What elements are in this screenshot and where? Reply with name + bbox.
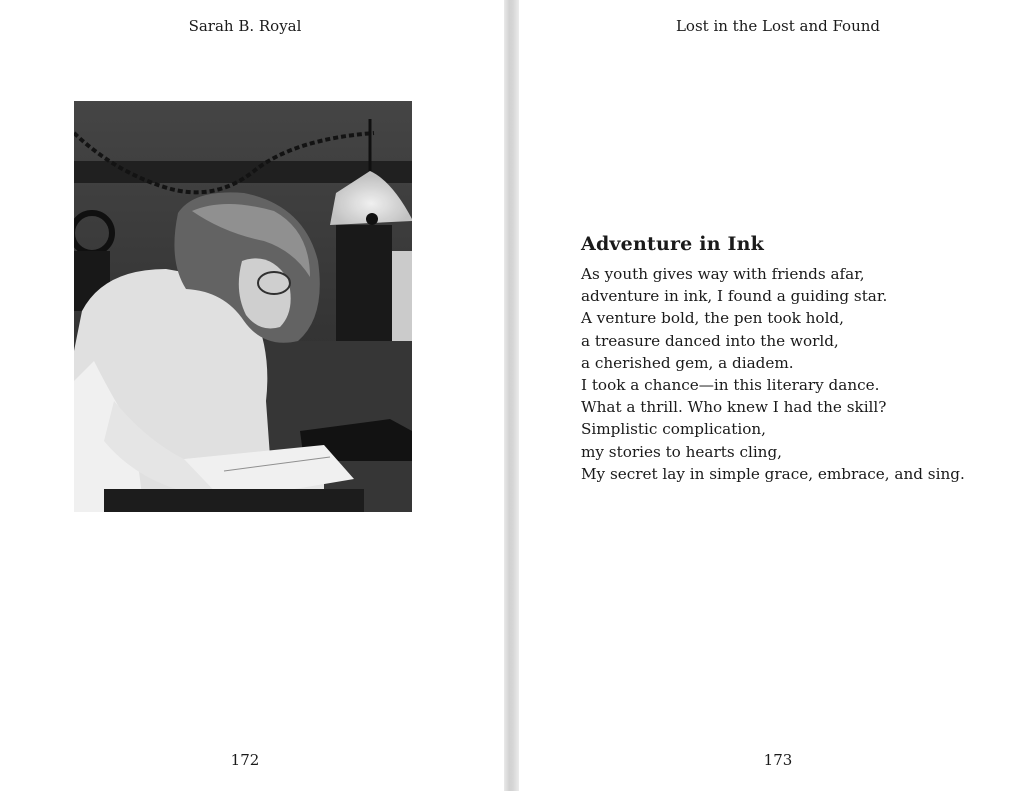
- poem-line: What a thrill. Who knew I had the skill?: [581, 398, 887, 417]
- poem-line: As youth gives way with friends afar,: [581, 265, 865, 283]
- poem-line: a treasure danced into the world,: [581, 331, 839, 350]
- page-number-left: 172: [230, 751, 260, 769]
- book-gutter: [504, 0, 519, 791]
- poem-title: Adventure in Ink: [581, 233, 764, 255]
- running-head-title: Lost in the Lost and Found: [675, 17, 881, 35]
- poem: [581, 233, 1001, 485]
- left-page: [0, 0, 504, 791]
- poem-body: [581, 263, 1001, 485]
- author-photo: [74, 101, 412, 512]
- poem-line: My secret lay in simple grace, embrace, and sing.: [581, 464, 965, 483]
- poem-line: my stories to hearts cling,: [581, 442, 783, 461]
- poem-line: I took a chance—in this literary dance.: [581, 376, 880, 395]
- poem-line: A venture bold, the pen took hold,: [581, 309, 844, 328]
- poem-line: a cherished gem, a diadem.: [581, 353, 794, 372]
- page-number-right: 173: [763, 751, 793, 769]
- running-head-author: Sarah B. Royal: [188, 17, 302, 35]
- poem-line: adventure in ink, I found a guiding star.: [581, 287, 888, 306]
- poem-line: Simplistic complication,: [581, 420, 766, 439]
- right-page: [519, 0, 1023, 791]
